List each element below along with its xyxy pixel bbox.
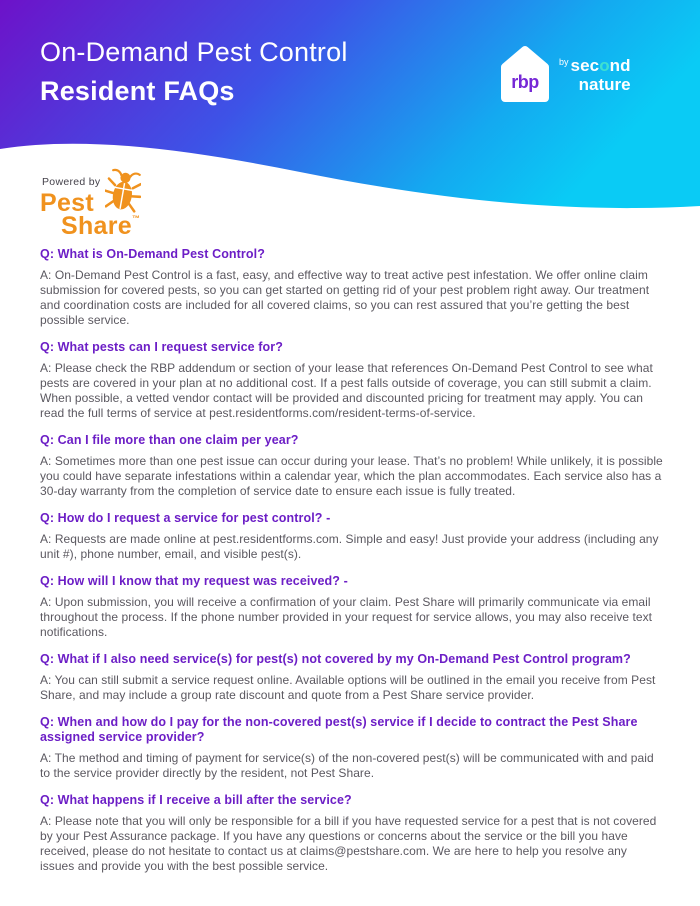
second-nature-wordmark xyxy=(559,57,631,93)
faq-answer: A: Requests are made online at pest.residentforms.com. Simple and easy! Just provide your address (including any unit #), phone number, email, and visible pest(s). xyxy=(40,532,659,561)
faq-item xyxy=(40,574,664,640)
pest-bug-icon xyxy=(105,167,141,217)
faq-answer: A: Please check the RBP addendum or section of your lease that references On-Demand Pest Control to see what pests are covered in your plan at no additional cost. If a pest falls outside of coverage, you can still submit a claim. When possible, a vetted vendor contact will be provided and discounted pricing for treatment may apply. You can read the full terms of service at pest.residentforms.com/resident-terms-of-service. xyxy=(40,361,653,420)
faq-answer: A: Sometimes more than one pest issue can occur during your lease. That’s no problem! While unlikely, it is possible you could have separate infestations within a calendar year, which the plan accommodates. Each service also has a 30-day warranty from the completion of service date to ensure each issue is fully treated. xyxy=(40,454,663,498)
faq-item xyxy=(40,715,664,781)
page-title: On-Demand Pest Control xyxy=(40,37,348,67)
faq-question: Q: What if I also need service(s) for pest(s) not covered by my On-Demand Pest Control program? xyxy=(40,652,631,666)
nature-word: nature xyxy=(578,75,631,94)
faq-list xyxy=(40,247,664,886)
rbp-wordmark: rbp xyxy=(511,72,539,92)
page-subtitle: Resident FAQs xyxy=(40,75,235,106)
faq-question: Q: How will I know that my request was received? - xyxy=(40,574,348,588)
faq-answer: A: Please note that you will only be responsible for a bill if you have requested service for a pest that is not covered by your Pest Assurance package. If you have any questions or concerns about the service or the bill you have received, please do not hesitate to contact us at claims@pestshare.com. We are here to help you resolve any issues and provide you with the best possible service. xyxy=(40,814,657,873)
second-word-part2: nd xyxy=(609,56,631,75)
faq-question: Q: What pests can I request service for? xyxy=(40,340,283,354)
faq-item xyxy=(40,652,664,703)
faq-item xyxy=(40,433,664,499)
banner-titles xyxy=(40,38,348,106)
rbp-second-nature-logo xyxy=(499,42,631,108)
faq-question: Q: Can I file more than one claim per year? xyxy=(40,433,299,447)
pest-share-wordmark-line2: Share™ xyxy=(61,212,140,240)
faq-item xyxy=(40,511,664,562)
faq-question: Q: What is On-Demand Pest Control? xyxy=(40,247,265,261)
faq-answer: A: On-Demand Pest Control is a fast, easy, and effective way to treat active pest infestation. We offer online claim submission for covered pests, so you can get started on getting rid of your pest problem right away. Our treatment and coordination costs are included for all covered claims, so you can rest assured that you’re getting the best possible service. xyxy=(40,268,650,327)
trademark-symbol: ™ xyxy=(131,214,140,223)
faq-answer: A: You can still submit a service request online. Available options will be outlined in the email you receive from Pest Share, and may include a group rate discount and quote from a Pest Share service provider. xyxy=(40,673,656,702)
faq-answer: A: The method and timing of payment for service(s) of the non-covered pest(s) will be communicated with and paid to the service provider directly by the resident, not Pest Share. xyxy=(40,751,654,780)
second-word-part1: sec xyxy=(570,56,600,75)
faq-question: Q: How do I request a service for pest control? - xyxy=(40,511,331,525)
pest-share-logo xyxy=(40,170,200,242)
faq-question: Q: When and how do I pay for the non-covered pest(s) service if I decide to contract the Pest Share assigned service provider? xyxy=(40,715,638,744)
pest-share-wordmark-line1: Pest xyxy=(40,189,95,217)
faq-answer: A: Upon submission, you will receive a confirmation of your claim. Pest Share will primarily communicate via email throughout the process. If the phone number provided in your request for service allows, you may also receive text notifications. xyxy=(40,595,653,639)
faq-item xyxy=(40,340,664,421)
faq-item xyxy=(40,247,664,328)
by-label: by xyxy=(559,57,569,67)
powered-by-label: Powered by xyxy=(42,176,101,188)
faq-item xyxy=(40,793,664,874)
rbp-house-icon xyxy=(499,42,551,108)
faq-question: Q: What happens if I receive a bill after the service? xyxy=(40,793,352,807)
second-nature-o-mark: o xyxy=(599,56,610,75)
